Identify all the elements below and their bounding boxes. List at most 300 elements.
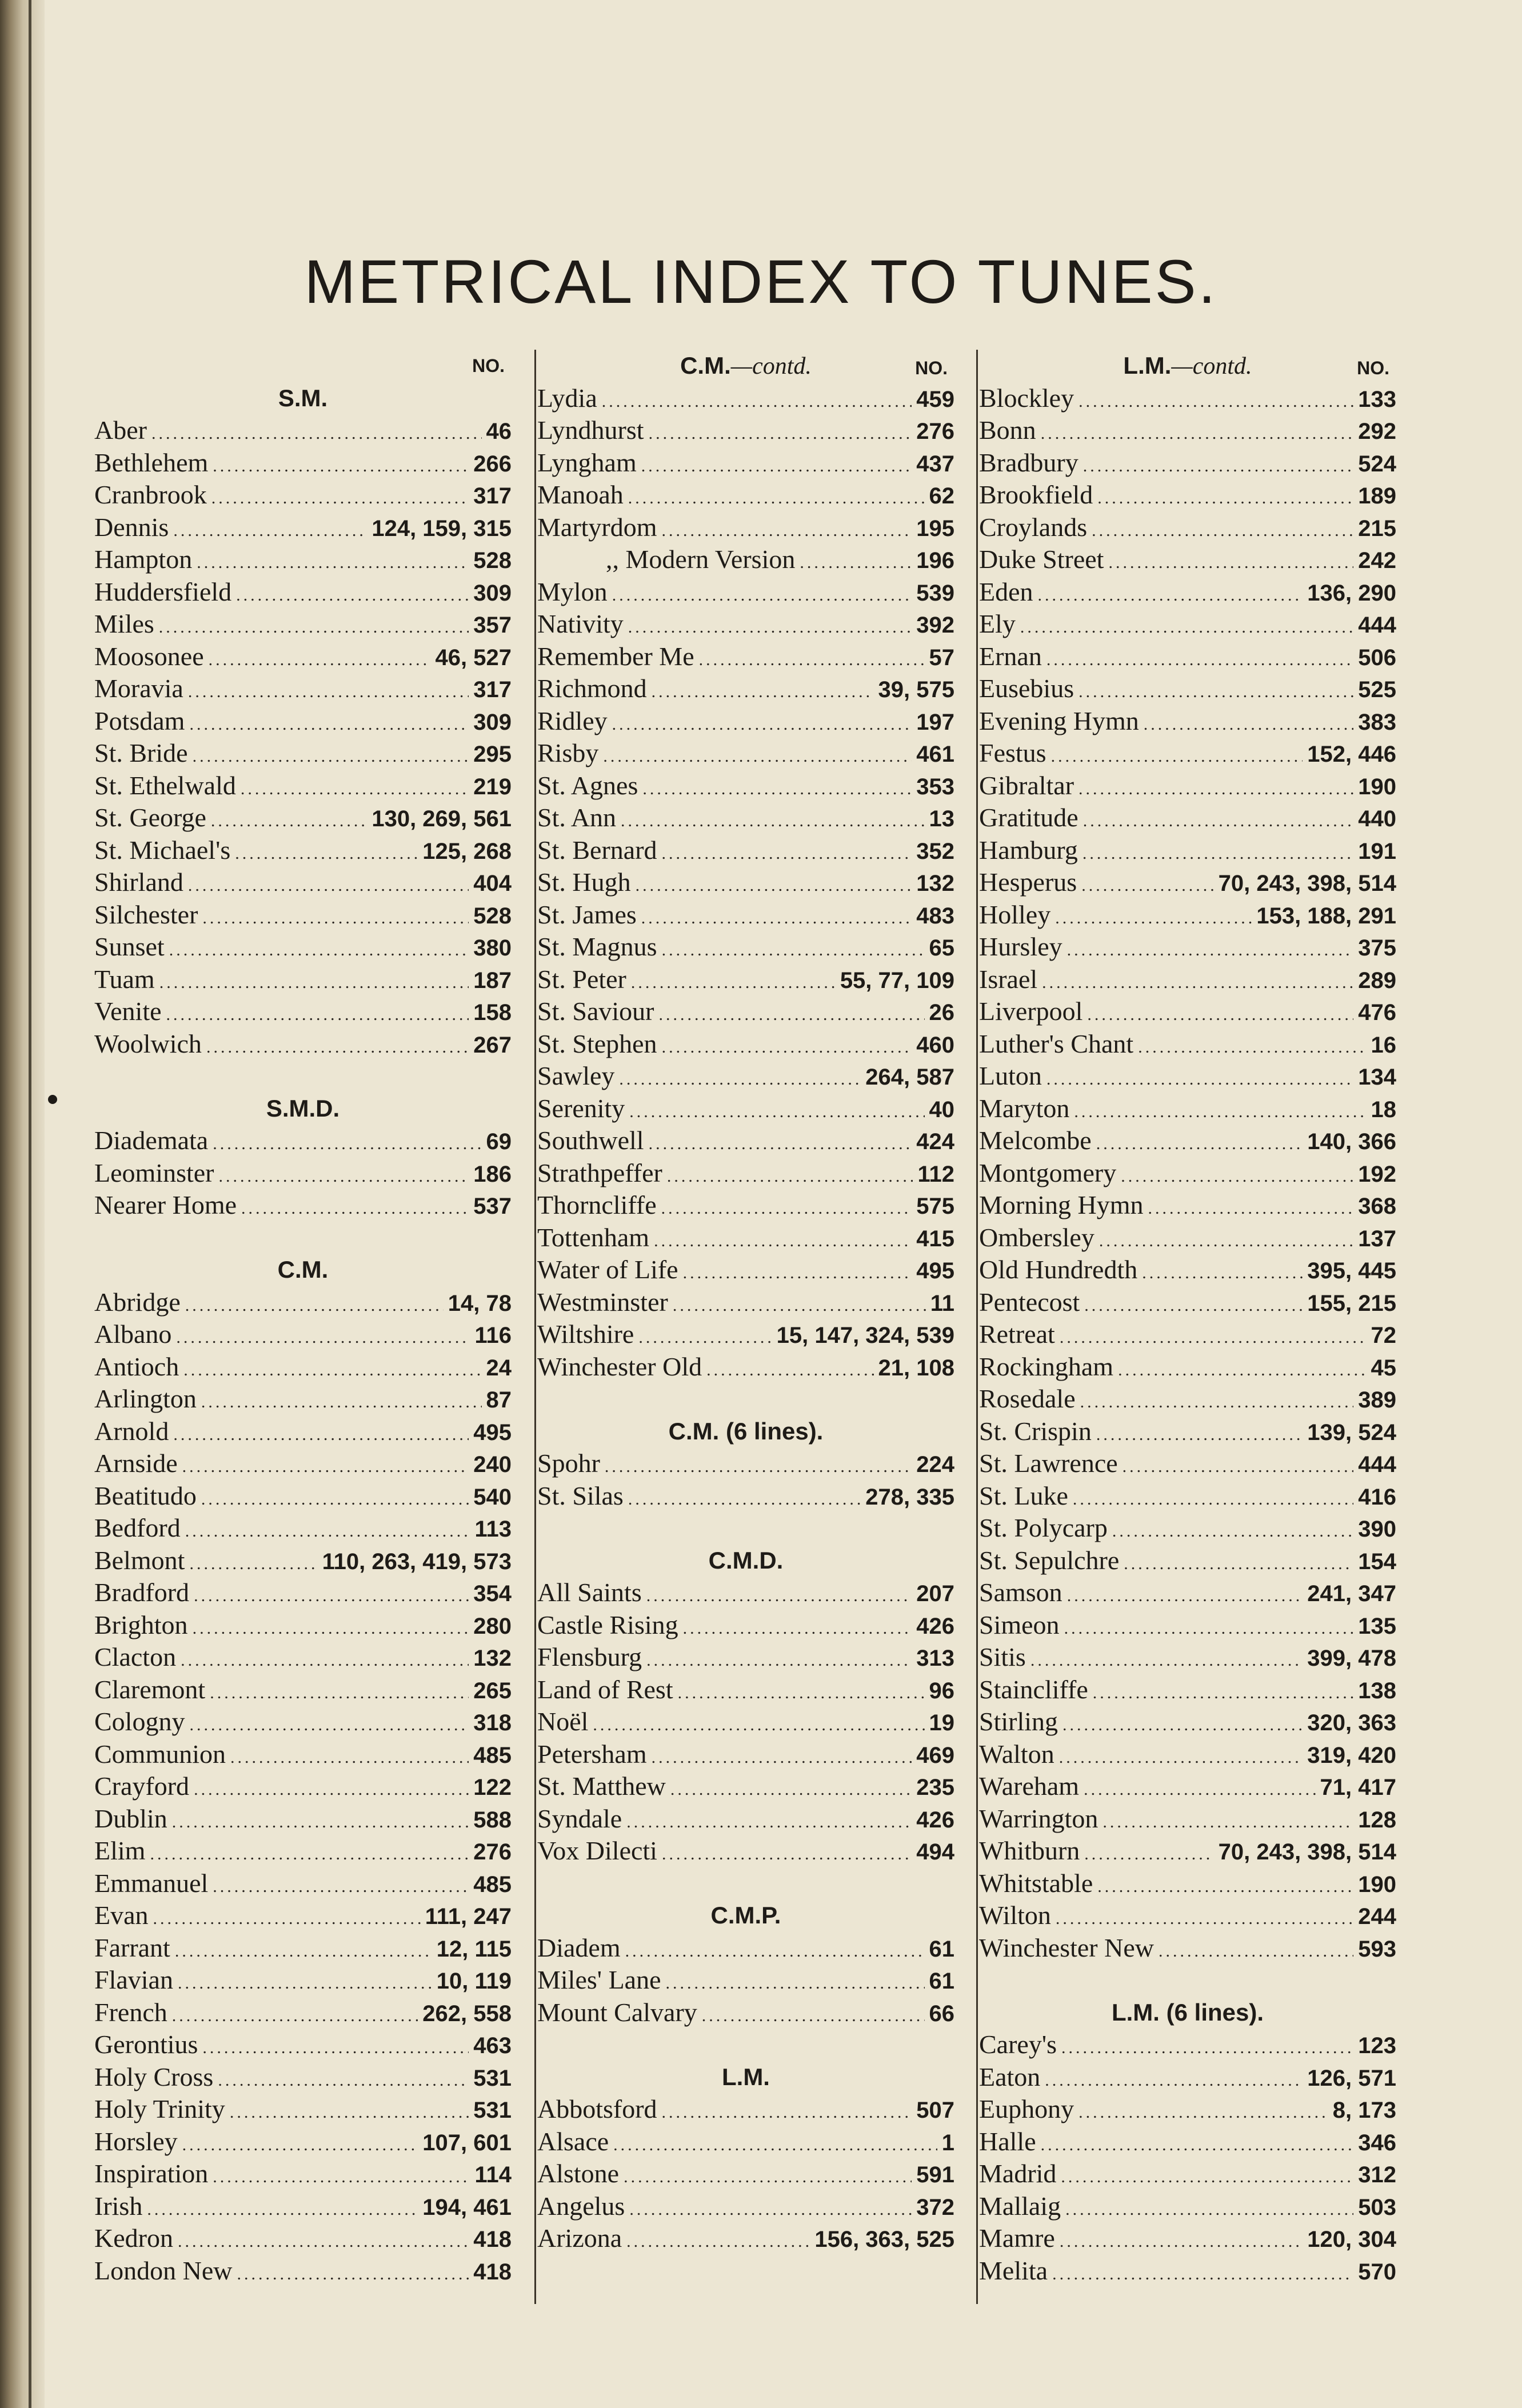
margin-mark — [48, 1095, 57, 1104]
tune-number: 289 — [1358, 967, 1396, 993]
tune-name: Halle — [979, 2126, 1036, 2156]
index-entry — [94, 931, 512, 963]
tune-name: Rosedale — [979, 1384, 1076, 1413]
tune-number: 241, 347 — [1307, 1581, 1396, 1606]
section-spacer — [94, 1060, 512, 1093]
dot-leader — [1060, 1322, 1367, 1354]
dot-leader — [619, 1063, 861, 1096]
tune-number: 96 — [929, 1678, 954, 1703]
tune-number: 506 — [1358, 645, 1396, 670]
dot-leader — [1078, 2097, 1328, 2129]
index-entry — [979, 543, 1396, 576]
column-heading — [979, 350, 1396, 382]
dot-leader — [658, 999, 924, 1031]
tune-number: 137 — [1358, 1226, 1396, 1251]
tune-name: Rockingham — [979, 1351, 1114, 1381]
tune-number: 444 — [1358, 613, 1396, 638]
dot-leader — [189, 1548, 317, 1581]
tune-number: 346 — [1358, 2130, 1396, 2155]
index-entry — [94, 673, 512, 705]
dot-leader — [230, 2097, 469, 2129]
dot-leader — [602, 386, 912, 418]
index-entry — [979, 2061, 1396, 2094]
index-entry — [979, 382, 1396, 415]
tune-name: Beatitudo — [94, 1481, 197, 1510]
tune-number: 463 — [473, 2033, 512, 2058]
dot-leader — [662, 838, 912, 870]
index-entry — [979, 2158, 1396, 2190]
tune-name: St. Silas — [537, 1481, 624, 1510]
index-entry — [537, 770, 954, 802]
index-entry — [979, 963, 1396, 996]
tune-number: 152, 446 — [1307, 742, 1396, 767]
tune-name: Cranbrook — [94, 480, 207, 509]
dot-leader — [699, 644, 925, 677]
index-entry — [94, 1512, 512, 1545]
dot-leader — [662, 1031, 912, 1064]
tune-number: 437 — [916, 451, 954, 477]
tune-name: Gibraltar — [979, 770, 1074, 800]
tune-name: Inspiration — [94, 2159, 209, 2188]
index-entry — [537, 1706, 954, 1738]
tune-name: Holy Cross — [94, 2062, 214, 2091]
dot-leader — [625, 1935, 925, 1968]
index-entry — [979, 1867, 1396, 1900]
index-entry — [537, 1222, 954, 1254]
tune-number: 368 — [1358, 1194, 1396, 1219]
index-entry — [537, 641, 954, 673]
tune-number: 372 — [916, 2194, 954, 2220]
section-heading: C.M. — [680, 352, 731, 379]
index-entry — [94, 1480, 512, 1513]
tune-number: 399, 478 — [1307, 1646, 1396, 1671]
continued-label: —contd. — [1171, 353, 1252, 379]
tune-name: Luton — [979, 1061, 1042, 1090]
tune-name: Samson — [979, 1578, 1062, 1607]
dot-leader — [603, 741, 912, 773]
tune-name: Warrington — [979, 1803, 1098, 1833]
dot-leader — [1045, 2065, 1303, 2097]
dot-leader — [605, 1451, 912, 1483]
dot-leader — [706, 1354, 873, 1387]
tune-name: St. Ann — [537, 803, 617, 832]
index-entry — [94, 1577, 512, 1609]
tune-number: 404 — [473, 871, 512, 896]
dot-leader — [1108, 547, 1353, 579]
index-entry — [94, 1964, 512, 1997]
tune-number: 503 — [1358, 2194, 1396, 2220]
index-entry — [537, 1189, 954, 1222]
index-entry — [94, 1383, 512, 1415]
tune-number: 357 — [473, 613, 512, 638]
index-entry — [979, 770, 1396, 802]
index-entry — [537, 995, 954, 1028]
dot-leader — [662, 934, 925, 967]
continued-label: —contd. — [730, 353, 812, 379]
index-entry — [537, 899, 954, 931]
dot-leader — [175, 1935, 432, 1968]
index-entry — [979, 1254, 1396, 1286]
tune-name: Cologny — [94, 1707, 185, 1736]
index-entry — [537, 1060, 954, 1093]
index-entry — [94, 802, 512, 834]
tune-number: 240 — [473, 1452, 512, 1477]
tune-number: 114 — [474, 2162, 512, 2187]
dot-leader — [173, 515, 367, 547]
tune-name: Kedron — [94, 2223, 173, 2253]
index-entry — [979, 1641, 1396, 1674]
index-entry — [537, 1028, 954, 1061]
tune-name: Dennis — [94, 512, 169, 542]
index-entry — [537, 866, 954, 899]
tune-number: 62 — [929, 483, 954, 509]
tune-number: 155, 215 — [1307, 1290, 1396, 1316]
index-entry — [979, 1738, 1396, 1771]
dot-leader — [172, 2000, 418, 2033]
section-heading: C.M. (6 lines). — [668, 1417, 824, 1445]
tune-name: Antioch — [94, 1351, 179, 1381]
tune-number: 317 — [473, 677, 512, 702]
dot-leader — [201, 1386, 482, 1419]
dot-leader — [1124, 1548, 1353, 1581]
index-entry — [94, 1803, 512, 1835]
tune-number: 460 — [916, 1032, 954, 1058]
dot-leader — [202, 902, 469, 935]
tune-name: Blockley — [979, 383, 1074, 413]
index-entry — [537, 382, 954, 415]
tune-number: 295 — [473, 742, 512, 767]
tune-number: 309 — [473, 580, 512, 606]
tune-name: Stirling — [979, 1707, 1058, 1736]
tune-number: 380 — [473, 935, 512, 961]
dot-leader — [628, 1483, 861, 1516]
index-entry — [537, 1770, 954, 1803]
tune-number: 19 — [929, 1710, 954, 1735]
tune-name: Arizona — [537, 2223, 622, 2253]
tune-name: Southwell — [537, 1126, 644, 1155]
tune-number: 16 — [1371, 1032, 1396, 1058]
tune-number: 134 — [1358, 1065, 1396, 1090]
tune-name: Walton — [979, 1739, 1054, 1769]
dot-leader — [662, 1838, 912, 1871]
dot-leader — [173, 1419, 469, 1451]
tune-number: 593 — [1358, 1936, 1396, 1962]
index-entry — [537, 2158, 954, 2190]
tune-number: 12, 115 — [436, 1936, 512, 1962]
tune-name: Petersham — [537, 1739, 647, 1769]
tune-number: 132 — [916, 871, 954, 896]
dot-leader — [702, 2000, 925, 2033]
tune-name: Arnold — [94, 1416, 169, 1446]
tune-name: Lydia — [537, 383, 597, 413]
dot-leader — [641, 450, 912, 483]
dot-leader — [1038, 579, 1303, 612]
tune-number: 13 — [929, 806, 954, 831]
dot-leader — [201, 1483, 469, 1516]
index-entry — [94, 1899, 512, 1932]
dot-leader — [169, 934, 469, 967]
index-entry — [537, 1674, 954, 1706]
dot-leader — [612, 709, 912, 741]
tune-name: Horsley — [94, 2126, 178, 2156]
index-entry — [979, 995, 1396, 1028]
tune-number: 70, 243, 398, 514 — [1218, 1839, 1396, 1865]
dot-leader — [1083, 805, 1354, 838]
dot-leader — [641, 902, 912, 935]
tune-name: Diadem — [537, 1933, 621, 1962]
tune-name: Nativity — [537, 609, 624, 638]
index-entry — [94, 1545, 512, 1577]
tune-number: 45 — [1371, 1355, 1396, 1381]
index-entry — [979, 1706, 1396, 1738]
index-entry — [979, 2126, 1396, 2158]
dot-leader — [185, 1290, 444, 1322]
tune-number: 125, 268 — [422, 838, 512, 864]
tune-name: Risby — [537, 738, 599, 767]
tune-number: 61 — [929, 1936, 954, 1962]
tune-name: Staincliffe — [979, 1674, 1088, 1704]
number-column-label: NO. — [472, 355, 505, 376]
tune-name: Croylands — [979, 512, 1088, 542]
index-entry — [94, 1835, 512, 1867]
tune-number: 186 — [473, 1161, 512, 1187]
tune-name: Leominster — [94, 1158, 214, 1187]
index-entry — [979, 1480, 1396, 1513]
tune-name: Holley — [979, 899, 1051, 929]
tune-name: Ernan — [979, 641, 1042, 671]
dot-leader — [1102, 1806, 1353, 1839]
dot-leader — [631, 967, 836, 999]
index-entry — [94, 737, 512, 770]
tune-number: 191 — [1358, 838, 1396, 864]
dot-leader — [1087, 999, 1353, 1031]
section-heading: C.M. — [277, 1256, 329, 1283]
tune-name: Abridge — [94, 1287, 181, 1317]
dot-leader — [1083, 450, 1354, 483]
dot-leader — [159, 611, 469, 644]
dot-leader — [210, 1677, 469, 1710]
section-heading: L.M. — [1123, 352, 1172, 379]
tune-number: 469 — [916, 1742, 954, 1768]
index-entry — [537, 737, 954, 770]
index-entry — [979, 705, 1396, 738]
tune-number: 11 — [930, 1290, 954, 1316]
tune-name: Wareham — [979, 1771, 1080, 1801]
tune-number: 57 — [929, 645, 954, 670]
tune-name: Woolwich — [94, 1029, 202, 1058]
dot-leader — [626, 1806, 912, 1839]
dot-leader — [241, 1193, 469, 1225]
index-entry — [94, 770, 512, 802]
tune-number: 87 — [486, 1387, 512, 1413]
dot-leader — [185, 1515, 470, 1548]
index-entry — [94, 1157, 512, 1190]
tune-name: Potsdam — [94, 706, 185, 735]
tune-name: Spohr — [537, 1449, 600, 1478]
tune-number: 575 — [916, 1194, 954, 1219]
tune-number: 120, 304 — [1307, 2227, 1396, 2252]
tune-number: 70, 243, 398, 514 — [1218, 871, 1396, 896]
tune-name: Hursley — [979, 932, 1062, 961]
tune-name: Gratitude — [979, 803, 1078, 832]
dot-leader — [629, 1096, 924, 1129]
tune-number: 139, 524 — [1307, 1419, 1396, 1445]
index-entry — [94, 1028, 512, 1061]
tune-number: 280 — [473, 1613, 512, 1639]
index-entry — [979, 1932, 1396, 1965]
dot-leader — [1112, 1515, 1353, 1548]
dot-leader — [194, 1580, 469, 1613]
index-entry — [979, 1060, 1396, 1093]
tune-name: Shirland — [94, 867, 183, 897]
page-title: METRICAL INDEX TO TUNES. — [304, 247, 1218, 316]
dot-leader — [189, 1709, 469, 1742]
tune-name: Tottenham — [537, 1222, 650, 1252]
dot-leader — [1067, 1580, 1303, 1613]
dot-leader — [1041, 2129, 1354, 2162]
dot-leader — [182, 2129, 418, 2162]
tune-name: St. Hugh — [537, 867, 631, 897]
dot-leader — [1051, 741, 1303, 773]
dot-leader — [194, 1774, 469, 1806]
dot-leader — [652, 1742, 912, 1774]
tune-number: 156, 363, 525 — [814, 2227, 954, 2252]
tune-name: Bradford — [94, 1578, 190, 1607]
number-column-label: NO. — [1357, 358, 1389, 378]
dot-leader — [1081, 870, 1213, 902]
dot-leader — [153, 1903, 421, 1935]
tune-name: Holy Trinity — [94, 2094, 225, 2123]
tune-name: Whitstable — [979, 1868, 1093, 1898]
tune-number: 124, 159, 315 — [371, 515, 512, 541]
tune-number: 352 — [916, 838, 954, 864]
dot-leader — [1099, 1225, 1353, 1258]
tune-name: Strathpeffer — [537, 1158, 662, 1187]
dot-leader — [236, 579, 469, 612]
tune-number: 494 — [916, 1839, 954, 1865]
section-heading: L.M. (6 lines). — [1111, 1998, 1264, 2026]
index-entry — [537, 1286, 954, 1319]
dot-leader — [649, 418, 912, 450]
index-entry — [979, 608, 1396, 641]
dot-leader — [683, 1257, 912, 1290]
dot-leader — [673, 1290, 926, 1322]
tune-number: 244 — [1358, 1904, 1396, 1929]
index-entry — [94, 1738, 512, 1771]
dot-leader — [218, 2065, 469, 2097]
index-entry — [979, 1577, 1396, 1609]
index-entry — [94, 2061, 512, 2094]
index-entry — [979, 1512, 1396, 1545]
tune-number: 588 — [473, 1807, 512, 1833]
dot-leader — [1092, 515, 1353, 547]
dot-leader — [1055, 902, 1252, 935]
dot-leader — [147, 2194, 418, 2226]
tune-name: Duke Street — [979, 545, 1104, 574]
dot-leader — [613, 2129, 937, 2162]
dot-leader — [211, 805, 367, 838]
dot-leader — [151, 418, 482, 450]
tune-name: St. Agnes — [537, 770, 638, 800]
tune-number: 39, 575 — [878, 677, 954, 702]
tune-name: ,, Modern Version — [606, 545, 796, 574]
tune-name: Montgomery — [979, 1158, 1117, 1187]
index-entry — [94, 479, 512, 511]
tune-number: 528 — [473, 903, 512, 929]
tune-name: St. Michael's — [94, 835, 231, 865]
dot-leader — [1046, 644, 1353, 677]
tune-number: 71, 417 — [1320, 1775, 1396, 1800]
dot-leader — [1059, 1742, 1303, 1774]
tune-name: Sunset — [94, 932, 165, 961]
tune-number: 111, 247 — [425, 1904, 512, 1929]
dot-leader — [683, 1613, 912, 1645]
tune-name: Gerontius — [94, 2030, 198, 2059]
tune-number: 495 — [473, 1419, 512, 1445]
tune-name: Eusebius — [979, 674, 1074, 703]
tune-name: All Saints — [537, 1578, 642, 1607]
tune-name: Noël — [537, 1707, 589, 1736]
section-heading: C.M.D. — [708, 1546, 784, 1574]
tune-number: 426 — [916, 1613, 954, 1639]
dot-leader — [237, 2258, 469, 2291]
tune-name: Israel — [979, 964, 1038, 994]
index-entry — [979, 1383, 1396, 1415]
index-entry — [94, 414, 512, 447]
index-entry — [979, 1093, 1396, 1125]
tune-name: Belmont — [94, 1545, 185, 1575]
index-entry — [537, 1480, 954, 1513]
tune-number: 320, 363 — [1307, 1710, 1396, 1735]
tune-number: 570 — [1358, 2259, 1396, 2285]
dot-leader — [646, 1580, 912, 1613]
tune-name: St. Crispin — [979, 1416, 1092, 1446]
index-entry — [94, 1674, 512, 1706]
index-entry — [94, 2190, 512, 2223]
index-entry — [537, 1835, 954, 1867]
dot-leader — [1084, 1290, 1303, 1322]
tune-name: Nearer Home — [94, 1190, 237, 1219]
tune-number: 15, 147, 324, 539 — [776, 1323, 954, 1348]
tune-name: Emmanuel — [94, 1868, 209, 1898]
dot-leader — [1078, 676, 1353, 709]
index-entry — [94, 511, 512, 544]
tune-number: 317 — [473, 483, 512, 509]
dot-leader — [1046, 1063, 1353, 1096]
section-spacer — [94, 1222, 512, 1254]
tune-name: Castle Rising — [537, 1610, 678, 1639]
tune-number: 123 — [1358, 2033, 1396, 2058]
dot-leader — [1122, 1451, 1354, 1483]
dot-leader — [1148, 1193, 1354, 1225]
index-entry — [979, 414, 1396, 447]
tune-name: Whitburn — [979, 1836, 1080, 1865]
index-entry — [537, 1577, 954, 1609]
tune-number: 418 — [473, 2259, 512, 2285]
tune-number: 8, 173 — [1332, 2098, 1396, 2123]
index-entry — [94, 963, 512, 996]
dot-leader — [670, 1774, 912, 1806]
tune-number: 276 — [916, 419, 954, 444]
index-entry — [94, 2126, 512, 2158]
tune-name: Irish — [94, 2191, 143, 2221]
tune-number: 224 — [916, 1452, 954, 1477]
index-entry — [979, 2029, 1396, 2061]
index-entry — [94, 2222, 512, 2255]
tune-number: 116 — [474, 1323, 512, 1348]
index-entry — [94, 1770, 512, 1803]
tune-name: Arlington — [94, 1384, 197, 1413]
